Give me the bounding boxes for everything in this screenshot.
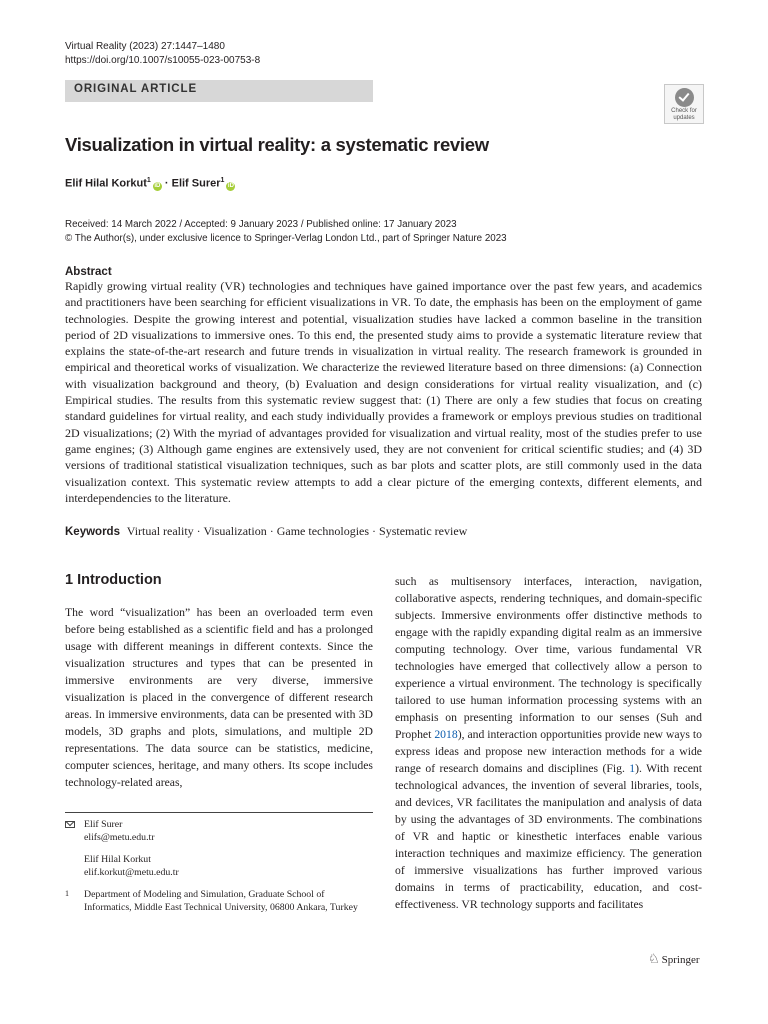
springer-horse-icon: ♘ [648,951,660,966]
abstract-text: Rapidly growing virtual reality (VR) technologies and techniques have gained importance over the past few years, and academics and practitioners have been searching for efficient visualizations in VR. To date, the emphasis has been on the employment of game technologies. Despite the growing interest and potential, visualization studies have lacked a common baseline in the transition period of 2D visualizations to immersive ones. To this end, the presented study aims to provide a systematic literature review that explains the state-of-the-art research and future trends in visualization in virtual reality. The research framework is grounded in empirical and theoretical works of visualization. We characterize the reviewed literature based on three dimensions: (a) Connection with visualization background and theory, (b) Evaluation and design considerations for virtual reality visualization, and (c) Empirical studies. The results from this systematic review suggest that: (1) There are only a few studies that focus on creating standard guidelines for virtual reality, and each study individually provides a framework or employs previous studies on traditional 2D visualizations; (2) With the myriad of advantages provided for visualization and virtual reality, most of the studies prefer to use game engines; (3) Although game engines are extensively used, they are not convenient for critical scientific studies; and (4) 3D versions of traditional statistical visualization techniques, such as bar plots and scatter plots, are still commonly used in the data visualization context. This systematic review attempts to add a clear picture of the emerging contexts, different elements, and interdependencies to the literature. [65,279,702,505]
corresponding-author [65,818,373,844]
article-type-bar [65,80,373,102]
footnotes [65,818,373,914]
author-name[interactable]: Elif Surer [171,177,221,190]
section-heading-introduction: 1 Introduction [65,572,162,588]
article-type-label: ORIGINAL ARTICLE [74,83,198,95]
doi-link[interactable]: https://doi.org/10.1007/s10055-023-00753-8 [65,55,261,66]
corresponding-author-email[interactable]: elifs@metu.edu.tr [84,832,155,843]
orcid-icon[interactable]: iD [227,182,234,189]
article-title: Visualization in virtual reality: a systematic review [65,134,489,155]
orcid-icon[interactable]: iD [154,182,161,189]
check-updates-line1: Check for [671,108,697,114]
publication-dates [65,218,507,246]
publisher-logo [648,951,700,967]
figure-link[interactable]: 1 [629,762,636,775]
coauthor-contact [65,853,373,879]
envelope-icon [65,821,75,828]
received-accepted-published: Received: 14 March 2022 / Accepted: 9 January 2023 / Published online: 17 January 2023 [65,219,457,230]
intro-text: such as multisensory interfaces, interaction, navigation, collaborative aspects, rendering techniques, and domain-specific subjects. Immersive environments offer distinctive methods to engage with the rapidly expanding digital realm as an immersive computing technology. Over time, various fundamental VR technologies have emerged that collectively allow a person to experience a virtual environment. The technology is specifically tailored to use human information processing systems with an emphasis on presenting information to our senses (Suh and Prophet [395,575,702,741]
affiliation-footnote [65,888,373,914]
keywords-label: Keywords [65,526,120,538]
keywords-list: Virtual reality · Visualization · Game technologies · Systematic review [126,524,468,538]
check-updates-line2: updates [673,114,695,121]
author-separator: · [164,177,169,190]
intro-text: ), and interaction opportunities provide new ways to express ideas and propose new interaction methods for a wide range of research domains and disciplines (Fig. [395,728,702,775]
intro-text: ). With recent technological advances, the invention of several libraries, tools, and devices, VR facilitates the manipulation and analysis of data by using the advantages of 3D environments. The combinations of VR and haptic or kinesthetic interfaces enable various interaction techniques and maximize efficiency. The generation of immersive visualizations has further improved various domains in terms of practicability, education, and cost-effectiveness. VR technology supports and facilitates [395,762,702,911]
corresponding-author-name: Elif Surer [84,819,123,830]
citation-link[interactable]: 2018 [434,728,458,741]
journal-header [65,40,260,68]
author-list [65,177,235,191]
abstract-heading: Abstract [65,266,112,278]
coauthor-name: Elif Hilal Korkut [84,854,151,865]
publisher-name: Springer [661,954,700,966]
check-updates-icon [675,88,694,107]
coauthor-email[interactable]: elif.korkut@metu.edu.tr [84,867,179,878]
journal-citation: Virtual Reality (2023) 27:1447–1480 [65,41,225,52]
affiliation-text: Department of Modeling and Simulation, Graduate School of Informatics, Middle East Technical University, 06800 Ankara, Turkey [84,889,358,913]
footnote-divider [65,812,373,813]
intro-paragraph-left: The word “visualization” has been an overloaded term even before being established as a scientific field and has a prolonged usage with different meanings in different contexts. Since the visualization structures and types that can be presented in immersive environments are very diverse, immersive visualization is placed in the convergence of different research areas. In immersive environments, data can be presented with 3D models, 3D graphs and plots, simulations, and multiple 2D representations. The data source can be statistics, medicine, computer sciences, heritage, and many others. Its scope includes technology-related areas, [65,606,373,789]
author-affiliation-mark: 1 [146,177,151,184]
check-for-updates-button[interactable] [664,84,704,124]
keywords [65,524,467,539]
intro-paragraph-right [395,573,702,913]
author-name[interactable]: Elif Hilal Korkut [65,177,147,190]
affiliation-mark: 1 [65,889,69,898]
author-affiliation-mark: 1 [220,177,225,184]
copyright-notice: © The Author(s), under exclusive licence to Springer-Verlag London Ltd., part of Springer Nature 2023 [65,233,507,244]
